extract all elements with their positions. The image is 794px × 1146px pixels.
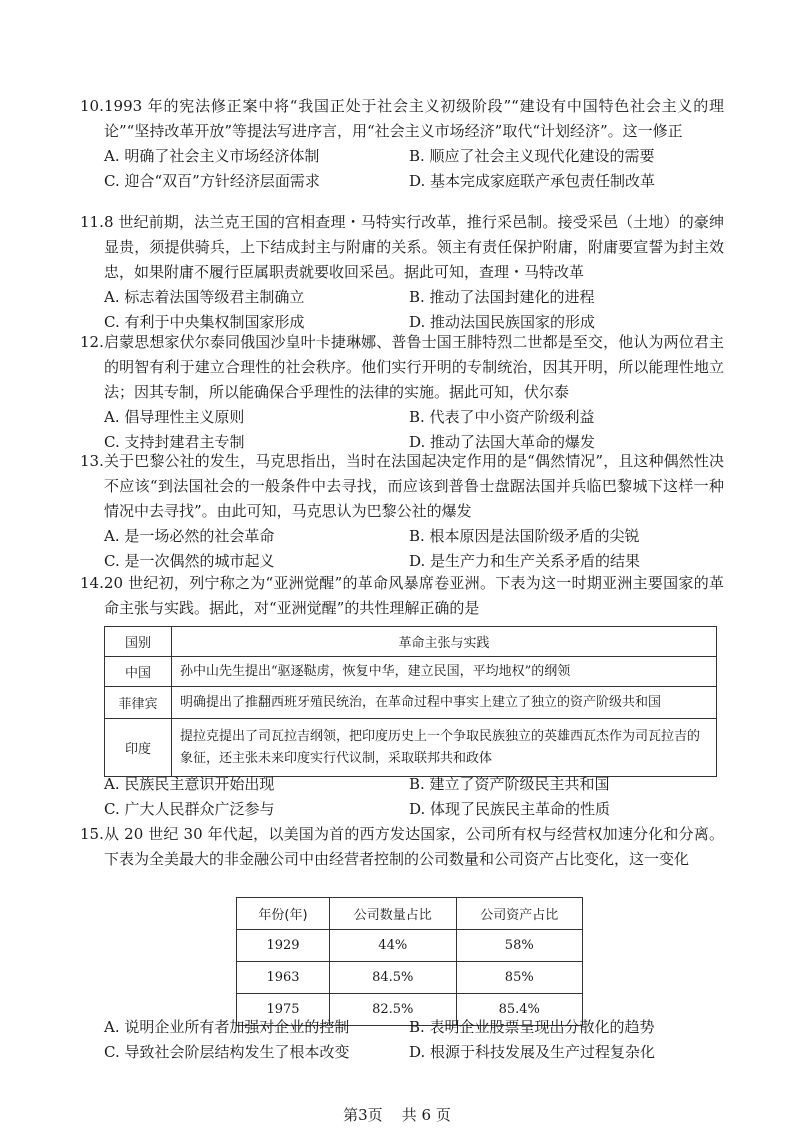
table-cell-count: 82.5% bbox=[330, 994, 457, 1026]
table-row bbox=[105, 687, 717, 719]
question-15-options-row-2 bbox=[104, 1040, 724, 1065]
question-12 bbox=[80, 330, 724, 455]
question-15-text: 从 20 世纪 30 年代起，以美国为首的西方发达国家，公司所有权与经营权加速分化和分离。下表为全美最大的非金融公司中由经营者控制的公司数量和公司资产占比变化，这一变化 bbox=[104, 825, 724, 868]
question-12-number: 12. bbox=[80, 333, 104, 351]
question-10-option-c: C. 迎合“双百”方针经济层面需求 bbox=[104, 172, 320, 190]
question-10-stem bbox=[80, 94, 724, 144]
question-13-option-c: C. 是一次偶然的城市起义 bbox=[104, 552, 275, 570]
question-11-number: 11. bbox=[80, 213, 104, 231]
question-11-option-b: B. 推动了法国封建化的进程 bbox=[409, 288, 595, 306]
question-14-stem bbox=[80, 571, 724, 621]
question-12-stem bbox=[80, 330, 724, 405]
table-cell-country: 印度 bbox=[105, 719, 172, 777]
question-14-option-a: A. 民族民主意识开始出现 bbox=[104, 775, 275, 793]
question-14-option-c: C. 广大人民群众广泛参与 bbox=[104, 800, 275, 818]
table-row bbox=[105, 657, 717, 687]
table-cell-practice: 提拉克提出了司瓦拉吉纲领，把印度历史上一个争取民族独立的英雄西瓦杰作为司瓦拉吉的象征，还主张未来印度实行代议制，采取联邦共和政体 bbox=[172, 719, 717, 777]
question-10-option-a: A. 明确了社会主义市场经济体制 bbox=[104, 147, 320, 165]
table-cell-year: 1929 bbox=[237, 930, 330, 962]
question-10-number: 10. bbox=[80, 97, 104, 115]
table-cell-count: 44% bbox=[330, 930, 457, 962]
question-10-options-row-2 bbox=[104, 169, 724, 194]
table-row bbox=[105, 719, 717, 777]
question-14-text: 20 世纪初，列宁称之为“亚洲觉醒”的革命风暴席卷亚洲。下表为这一时期亚洲主要国家的革命主张与实践。据此，对“亚洲觉醒”的共性理解正确的是 bbox=[104, 574, 724, 617]
table-cell-assets: 85% bbox=[456, 962, 583, 994]
question-13-options-row-1 bbox=[104, 524, 724, 549]
table-header-practice: 革命主张与实践 bbox=[172, 627, 717, 657]
question-14-option-b: B. 建立了资产阶级民主共和国 bbox=[409, 775, 610, 793]
question-15-table bbox=[236, 897, 583, 1026]
table-header-assets: 公司资产占比 bbox=[456, 898, 583, 930]
table-cell-year: 1975 bbox=[237, 994, 330, 1026]
table-header-count: 公司数量占比 bbox=[330, 898, 457, 930]
question-10-option-b: B. 顺应了社会主义现代化建设的需要 bbox=[409, 147, 655, 165]
question-12-option-a: A. 倡导理性主义原则 bbox=[104, 408, 245, 426]
question-13-stem bbox=[80, 449, 724, 524]
table-cell-country: 菲律宾 bbox=[105, 687, 172, 719]
table-cell-practice: 孙中山先生提出“驱逐鞑虏，恢复中华，建立民国，平均地权”的纲领 bbox=[172, 657, 717, 687]
question-14 bbox=[80, 571, 724, 621]
question-13-option-d: D. 是生产力和生产关系矛盾的结果 bbox=[409, 552, 641, 570]
question-11-option-d: D. 推动法国民族国家的形成 bbox=[409, 313, 596, 331]
question-14-option-d: D. 体现了民族民主革命的性质 bbox=[409, 800, 611, 818]
table-header-country: 国别 bbox=[105, 627, 172, 657]
question-14-options bbox=[104, 772, 724, 822]
question-15-options-row-1 bbox=[104, 1015, 724, 1040]
question-11-options-row-1 bbox=[104, 285, 724, 310]
table-header-row bbox=[237, 898, 583, 930]
question-15-stem bbox=[80, 822, 724, 872]
question-11 bbox=[80, 210, 724, 335]
question-14-options-row-2 bbox=[104, 797, 724, 822]
question-11-stem bbox=[80, 210, 724, 285]
question-11-option-c: C. 有利于中央集权制国家形成 bbox=[104, 313, 305, 331]
table-cell-year: 1963 bbox=[237, 962, 330, 994]
question-14-table bbox=[104, 626, 717, 777]
question-15-number: 15. bbox=[80, 825, 104, 843]
page-footer: 第3页 共 6 页 bbox=[343, 1106, 451, 1124]
question-15-options bbox=[104, 1015, 724, 1065]
table-header-year: 年份(年) bbox=[237, 898, 330, 930]
question-10-options-row-1 bbox=[104, 144, 724, 169]
question-12-option-d: D. 推动了法国大革命的爆发 bbox=[409, 433, 596, 451]
question-12-option-b: B. 代表了中小资产阶级利益 bbox=[409, 408, 595, 426]
question-11-option-a: A. 标志着法国等级君主制确立 bbox=[104, 288, 305, 306]
question-10-option-d: D. 基本完成家庭联产承包责任制改革 bbox=[409, 172, 656, 190]
question-14-options-row-1 bbox=[104, 772, 724, 797]
question-12-option-c: C. 支持封建君主专制 bbox=[104, 433, 245, 451]
question-12-text: 启蒙思想家伏尔泰同俄国沙皇叶卡捷琳娜、普鲁士国王腓特烈二世都是至交，他认为两位君主的明智有利于建立合理性的社会秩序。他们实行开明的专制统治，因其开明，所以能理性地立法；因其专制，所以能确保合乎理性的法律的实施。据此可知，伏尔泰 bbox=[104, 333, 724, 401]
question-13-text: 关于巴黎公社的发生，马克思指出，当时在法国起决定作用的是“偶然情况”，且这种偶然性决不应该“到法国社会的一般条件中去寻找，而应该到普鲁士盘踞法国并兵临巴黎城下这样一种情况中去寻找”。由此可知，马克思认为巴黎公社的爆发 bbox=[104, 452, 724, 520]
table-cell-practice: 明确提出了推翻西班牙殖民统治，在革命过程中事实上建立了独立的资产阶级共和国 bbox=[172, 687, 717, 719]
table-cell-count: 84.5% bbox=[330, 962, 457, 994]
question-13-option-b: B. 根本原因是法国阶级矛盾的尖锐 bbox=[409, 527, 640, 545]
table-cell-assets: 85.4% bbox=[456, 994, 583, 1026]
question-15-option-d: D. 根源于科技发展及生产过程复杂化 bbox=[409, 1043, 656, 1061]
question-15-option-b: B. 表明企业股票呈现出分散化的趋势 bbox=[409, 1018, 655, 1036]
question-11-text: 8 世纪前期，法兰克王国的宫相查理・马特实行改革，推行采邑制。接受采邑（土地）的豪绅显贵，须提供骑兵，上下结成封主与附庸的关系。领主有责任保护附庸，附庸要宣誓为封主效忠，如果附庸不履行臣属职责就要收回采邑。据此可知，查理・马特改革 bbox=[104, 213, 724, 281]
table-header-row bbox=[105, 627, 717, 657]
table-row bbox=[237, 962, 583, 994]
question-12-options-row-1 bbox=[104, 405, 724, 430]
question-15-option-c: C. 导致社会阶层结构发生了根本改变 bbox=[104, 1043, 350, 1061]
table-cell-country: 中国 bbox=[105, 657, 172, 687]
question-15 bbox=[80, 822, 724, 872]
question-13-number: 13. bbox=[80, 452, 104, 470]
question-10 bbox=[80, 94, 724, 194]
question-10-text: 1993 年的宪法修正案中将“我国正处于社会主义初级阶段”“建设有中国特色社会主义的理论”“坚持改革开放”等提法写进序言，用“社会主义市场经济”取代“计划经济”。这一修正 bbox=[104, 97, 724, 140]
question-15-option-a: A. 说明企业所有者加强对企业的控制 bbox=[104, 1018, 350, 1036]
question-14-number: 14. bbox=[80, 574, 104, 592]
question-13 bbox=[80, 449, 724, 574]
table-cell-assets: 58% bbox=[456, 930, 583, 962]
table-row bbox=[237, 930, 583, 962]
question-13-option-a: A. 是一场必然的社会革命 bbox=[104, 527, 275, 545]
